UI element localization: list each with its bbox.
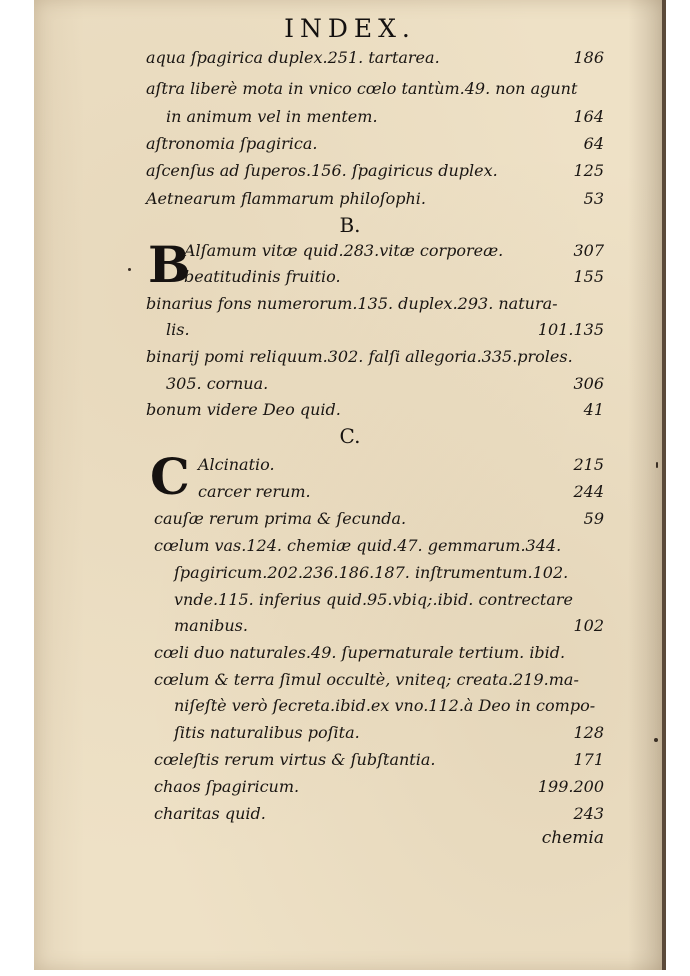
- index-page-ref: 171: [573, 750, 604, 769]
- index-entry: aſtra liberè mota in vnico cœlo tantùm.49. non agunt: [146, 79, 578, 98]
- section-letter-c: C.: [339, 424, 361, 448]
- index-entry: 305. cornua.: [166, 374, 269, 393]
- index-entry: niſeſtè verò ſecreta.ibid.ex vno.112.à Deo in compo-: [174, 696, 596, 715]
- index-page-ref: 243: [573, 804, 604, 823]
- index-entry: Aetnearum flammarum philoſophi.: [146, 189, 426, 208]
- index-page-ref: 128: [573, 723, 604, 742]
- index-entry: aſtronomia ſpagirica.: [146, 134, 318, 153]
- index-entry: cœlum & terra ſimul occultè, vniteq; creata.219.ma-: [154, 670, 579, 689]
- index-page-ref: 101.135: [537, 320, 604, 339]
- drop-cap-c: C: [150, 447, 190, 506]
- section-letter-b: B.: [339, 213, 361, 237]
- catchword: chemia: [541, 828, 604, 848]
- index-entry: vnde.115. inferius quid.95.vbiq;.ibid. contrectare: [174, 590, 573, 609]
- page-header: INDEX.: [284, 14, 416, 43]
- index-entry: aqua ſpagirica duplex.251. tartarea.: [146, 48, 440, 67]
- index-page-ref: 53: [583, 189, 604, 208]
- index-entry: charitas quid.: [154, 804, 266, 823]
- index-entry: beatitudinis fruitio.: [184, 267, 341, 286]
- index-page-ref: 215: [573, 455, 604, 474]
- paper-speck: [128, 268, 131, 271]
- index-entry: binarius fons numerorum.135. duplex.293. natura-: [146, 294, 558, 313]
- index-entry: cœlum vas.124. chemiæ quid.47. gemmarum.344.: [154, 536, 562, 555]
- index-entry: cauſæ rerum prima & ſecunda.: [154, 509, 407, 528]
- index-page-ref: 125: [573, 161, 604, 180]
- index-entry: aſcenſus ad ſuperos.156. ſpagiricus duplex.: [146, 161, 498, 180]
- index-page-ref: 306: [573, 374, 604, 393]
- index-page-ref: 199.200: [537, 777, 604, 796]
- index-page-ref: 307: [573, 241, 604, 260]
- index-page-ref: 244: [573, 482, 604, 501]
- index-entry: binarij pomi reliquum.302. falſi allegoria.335.proles.: [146, 347, 573, 366]
- index-entry: Alcinatio.: [198, 455, 275, 474]
- drop-cap-b: B: [148, 235, 191, 294]
- index-entry: manibus.: [174, 616, 248, 635]
- index-entry: Alſamum vitæ quid.283.vitæ corporeæ.: [184, 241, 504, 260]
- index-page-ref: 155: [573, 267, 604, 286]
- index-page-ref: 59: [583, 509, 604, 528]
- paper-speck: [656, 462, 658, 468]
- index-entry: cœli duo naturales.49. ſupernaturale tertium. ibid.: [154, 643, 566, 662]
- book-page: [34, 0, 666, 970]
- paper-speck: [654, 738, 658, 742]
- index-entry: bonum videre Deo quid.: [146, 400, 341, 419]
- page-edge-shadow: [662, 0, 666, 970]
- index-page-ref: 186: [573, 48, 604, 67]
- index-page-ref: 64: [583, 134, 604, 153]
- index-entry: cœleſtis rerum virtus & ſubſtantia.: [154, 750, 436, 769]
- index-entry: carcer rerum.: [198, 482, 311, 501]
- index-page-ref: 102: [573, 616, 604, 635]
- index-entry: in animum vel in mentem.: [166, 107, 378, 126]
- index-entry: ſitis naturalibus poſita.: [174, 723, 360, 742]
- index-entry: ſpagiricum.202.236.186.187. inſtrumentum.102.: [174, 563, 569, 582]
- index-page-ref: 41: [583, 400, 604, 419]
- index-entry: lis.: [166, 320, 190, 339]
- index-page-ref: 164: [573, 107, 604, 126]
- index-entry: chaos ſpagiricum.: [154, 777, 300, 796]
